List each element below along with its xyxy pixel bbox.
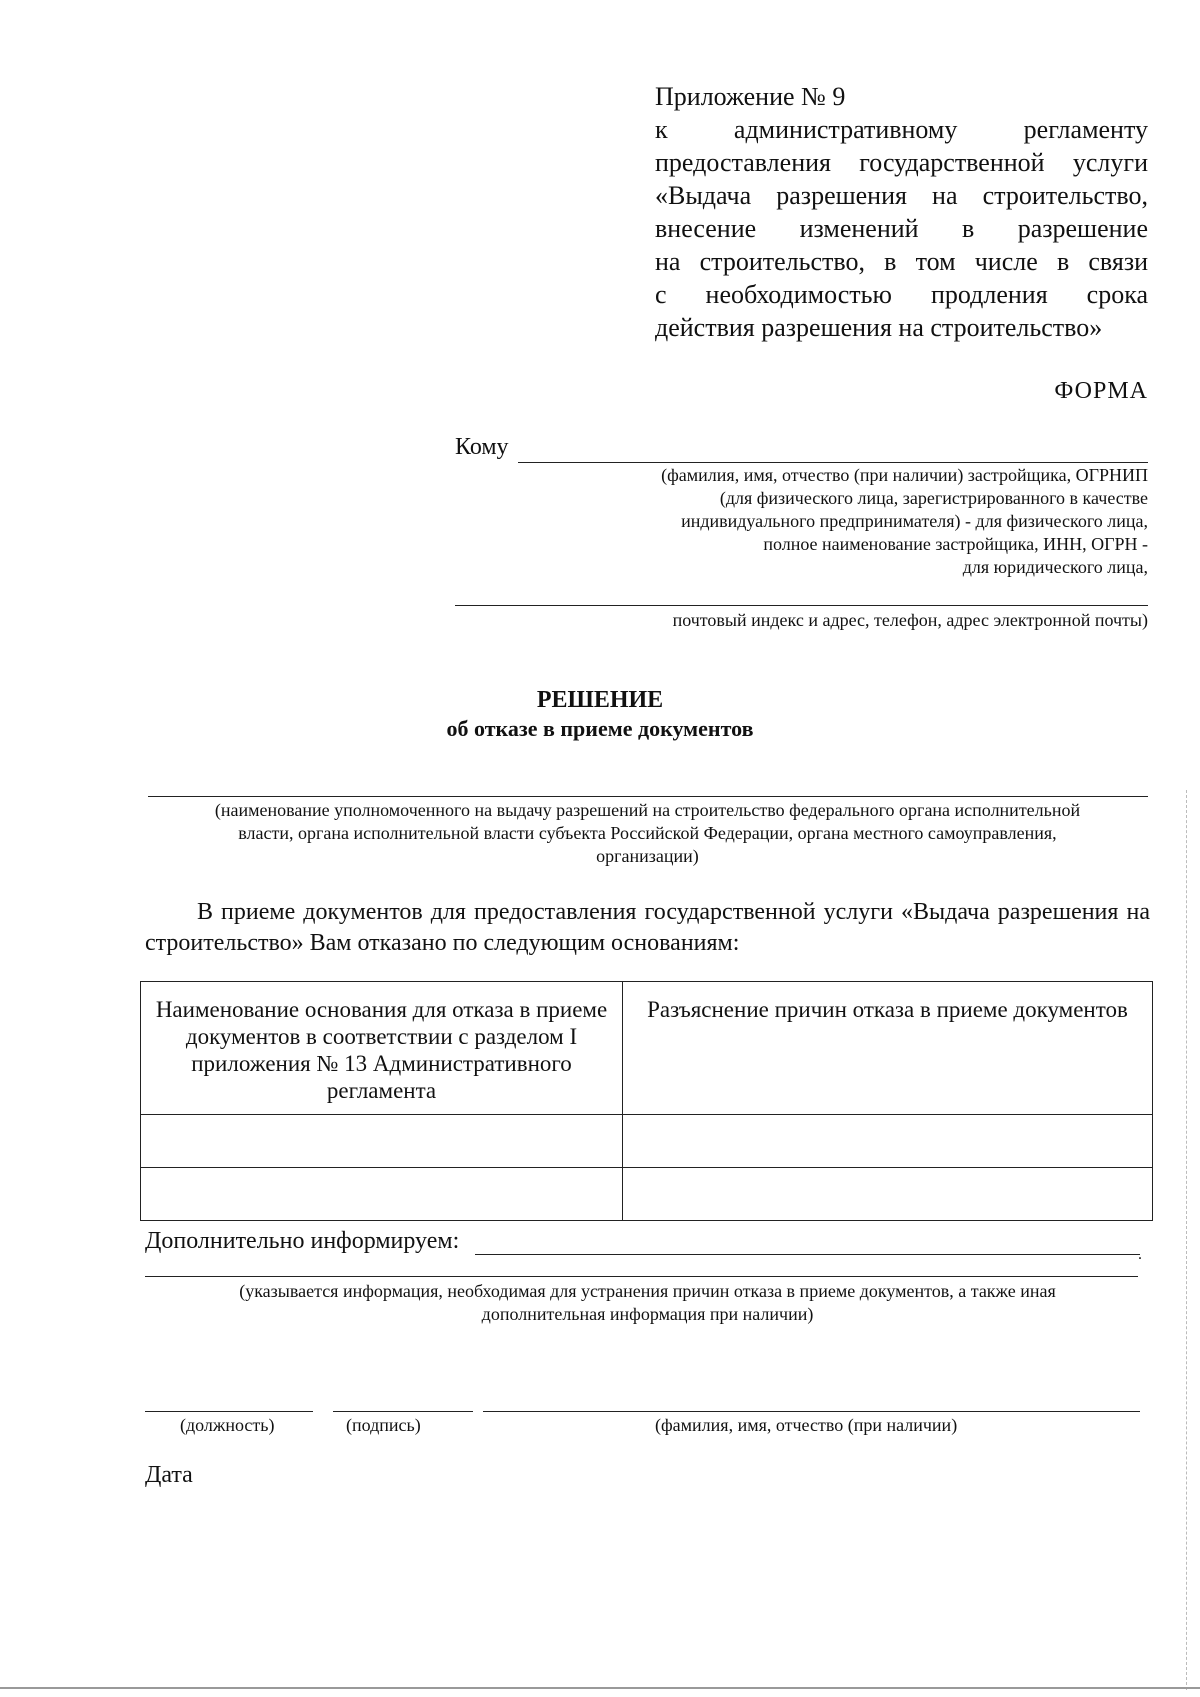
annex-line: к административному регламенту [655, 115, 1148, 144]
period-mark: . [1138, 1246, 1142, 1263]
table-cell[interactable] [623, 1168, 1153, 1221]
recipient-label: Кому [455, 434, 509, 460]
additional-field[interactable] [475, 1254, 1140, 1255]
reasons-table [140, 981, 1153, 1221]
annex-line: с необходимостью продления срока [655, 280, 1148, 309]
scan-edge-line [1186, 790, 1187, 1690]
position-field[interactable] [145, 1411, 313, 1412]
authority-hint [145, 799, 1150, 868]
scan-bottom-edge [0, 1687, 1200, 1689]
table-row [141, 1168, 1153, 1221]
recipient-hint-line: для юридического лица, [962, 557, 1148, 577]
table-header-row [141, 982, 1153, 1115]
table-row [141, 1115, 1153, 1168]
additional-field-2[interactable] [145, 1276, 1138, 1277]
body-line: строительство» Вам отказано по следующим основаниям: [145, 930, 740, 956]
name-label: (фамилия, имя, отчество (при наличии) [655, 1415, 958, 1435]
address-field[interactable] [455, 605, 1148, 606]
annex-title: Приложение № 9 [655, 82, 846, 111]
authority-field[interactable] [148, 796, 1148, 797]
table-cell[interactable] [623, 1115, 1153, 1168]
decision-title: РЕШЕНИЕ [536, 687, 664, 713]
annex-line: действия разрешения на строительство» [655, 313, 1103, 342]
recipient-field[interactable] [518, 462, 1148, 463]
annex-header [655, 80, 1148, 344]
additional-hint-line: (указывается информация, необходимая для устранения причин отказа в приеме документов, а также иная [239, 1281, 1056, 1301]
address-hint: почтовый индекс и адрес, телефон, адрес электронной почты) [672, 610, 1148, 630]
table-cell[interactable] [141, 1115, 623, 1168]
authority-hint-line: (наименование уполномоченного на выдачу разрешений на строительство федерального органа исполнительной [214, 800, 1081, 820]
annex-line: внесение изменений в разрешение [655, 214, 1148, 243]
recipient-hint-line: (фамилия, имя, отчество (при наличии) застройщика, ОГРНИП [661, 465, 1148, 485]
recipient-hint-line: (для физического лица, зарегистрированного в качестве [719, 488, 1148, 508]
table-header-reason: Наименование основания для отказа в приеме документов в соответствии с разделом I приложения № 13 Административного регламента [141, 982, 623, 1115]
recipient-hint [448, 464, 1148, 579]
additional-label: Дополнительно информируем: [145, 1228, 460, 1254]
decision-subtitle: об отказе в приеме документов [446, 716, 754, 741]
form-label: ФОРМА [1054, 378, 1148, 404]
body-line: В приеме документов для предоставления государственной услуги «Выдача разрешения на [197, 899, 1150, 925]
date-label: Дата [145, 1462, 193, 1488]
annex-line: на строительство, в том числе в связи [655, 247, 1148, 276]
additional-hint [145, 1280, 1150, 1326]
body-paragraph [145, 897, 1150, 959]
annex-line: предоставления государственной услуги [655, 148, 1148, 177]
authority-hint-line: организации) [596, 846, 699, 866]
annex-line: «Выдача разрешения на строительство, [655, 181, 1148, 210]
additional-hint-line: дополнительная информация при наличии) [481, 1304, 814, 1324]
signature-field[interactable] [333, 1411, 473, 1412]
authority-hint-line: власти, органа исполнительной власти субъекта Российской Федерации, органа местного самоуправления, [238, 823, 1057, 843]
recipient-hint-line: индивидуального предпринимателя) - для физического лица, [681, 511, 1148, 531]
table-cell[interactable] [141, 1168, 623, 1221]
name-field[interactable] [483, 1411, 1140, 1412]
recipient-hint-line: полное наименование застройщика, ИНН, ОГРН - [763, 534, 1148, 554]
signature-label: (подпись) [346, 1415, 421, 1435]
position-label: (должность) [180, 1415, 275, 1435]
table-header-explanation: Разъяснение причин отказа в приеме документов [623, 982, 1153, 1115]
